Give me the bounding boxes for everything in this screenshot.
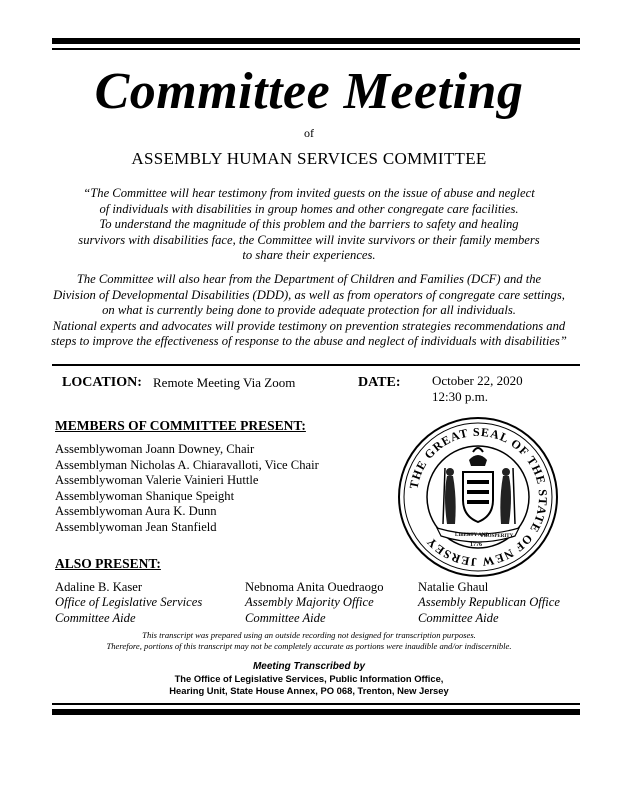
desc-line: To understand the magnitude of this problem and the barriers to safety and healing (99, 217, 519, 231)
members-heading: MEMBERS OF COMMITTEE PRESENT: (55, 418, 306, 433)
member-item: Assemblywoman Joann Downey, Chair (55, 442, 255, 456)
person-office: Assembly Republican Office (418, 595, 560, 610)
seal-year: 1776 (470, 542, 482, 548)
transcribed-line: The Office of Legislative Services, Public Information Office, (174, 673, 444, 684)
desc-line: Division of Developmental Disabilities (DDD), as well as from operators of congregate care settings, (53, 287, 565, 302)
desc-line: to share their experiences. (242, 248, 376, 262)
person-name: Natalie Ghaul (418, 580, 489, 594)
transcribed-heading: Meeting Transcribed by (252, 661, 366, 672)
member-item: Assemblyman Nicholas A. Chiaravalloti, Vice Chair (55, 457, 319, 472)
also-present-person (55, 580, 202, 626)
person-office: Office of Legislative Services (55, 595, 203, 610)
person-role: Committee Aide (418, 610, 499, 625)
member-item: Assemblywoman Valerie Vainieri Huttle (55, 473, 259, 488)
location-value: Remote Meeting Via Zoom (153, 375, 296, 390)
seal-banner-left: LIBERTY AND (455, 533, 489, 538)
state-seal-image (397, 416, 559, 578)
transcript-disclaimer (0, 630, 618, 652)
description-paragraph-2 (40, 272, 578, 350)
person-role: Committee Aide (55, 610, 136, 625)
also-present-heading: ALSO PRESENT: (55, 556, 161, 571)
location-label: LOCATION: (62, 375, 142, 390)
also-present-person (418, 580, 560, 626)
description-paragraph-1 (40, 186, 578, 264)
bottom-rule-thick (52, 709, 580, 715)
person-role: Committee Aide (245, 610, 326, 625)
desc-line: of individuals with disabilities in group homes and other congregate care facilities. (99, 201, 519, 216)
also-present-person (245, 580, 384, 626)
of-label: of (304, 126, 314, 140)
members-list (55, 442, 319, 536)
desc-line: National experts and advocates will provide testimony on prevention strategies recommendations and (52, 318, 566, 333)
person-name: Adaline B. Kaser (55, 580, 143, 594)
date-value: October 22, 2020 (432, 373, 523, 388)
member-item: Assemblywoman Shanique Speight (55, 488, 235, 503)
desc-line: The Committee will also hear from the Department of Children and Families (DCF) and the (76, 272, 542, 286)
person-name: Nebnoma Anita Ouedraogo (245, 580, 384, 594)
top-rule-thin (52, 48, 580, 50)
top-rule-thick (52, 38, 580, 44)
person-office: Assembly Majority Office (245, 595, 374, 610)
transcribed-by (0, 660, 618, 697)
disclaimer-line: Therefore, portions of this transcript may not be completely accurate as portions were inaudible and/or indiscernible. (106, 641, 512, 651)
member-item: Assemblywoman Aura K. Dunn (55, 504, 217, 519)
seal-ring-text: THE GREAT SEAL OF THE STATE OF NEW JERSEY (406, 424, 551, 570)
desc-line: “The Committee will hear testimony from invited guests on the issue of abuse and neglect (83, 186, 535, 200)
transcribed-line: Hearing Unit, State House Annex, PO 068, Trenton, New Jersey (169, 685, 449, 696)
document-title: Committee Meeting (94, 63, 524, 120)
seal-banner-right: PROSPERITY (481, 534, 514, 539)
desc-line: survivors with disabilities face, the Committee will invite survivors or their family members (78, 232, 540, 247)
time-value: 12:30 p.m. (432, 389, 488, 404)
committee-name: ASSEMBLY HUMAN SERVICES COMMITTEE (131, 149, 487, 168)
member-item: Assemblywoman Jean Stanfield (55, 519, 217, 534)
bottom-rule-thin (52, 703, 580, 705)
date-label: DATE: (358, 375, 401, 390)
disclaimer-line: This transcript was prepared using an outside recording not designed for transcription purposes. (142, 630, 476, 640)
desc-line: on what is currently being done to provide adequate protection for all individuals. (102, 303, 516, 317)
desc-line: steps to improve the effectiveness of response to the abuse and neglect of individuals with disabilities” (51, 334, 567, 348)
section-divider (52, 364, 580, 366)
